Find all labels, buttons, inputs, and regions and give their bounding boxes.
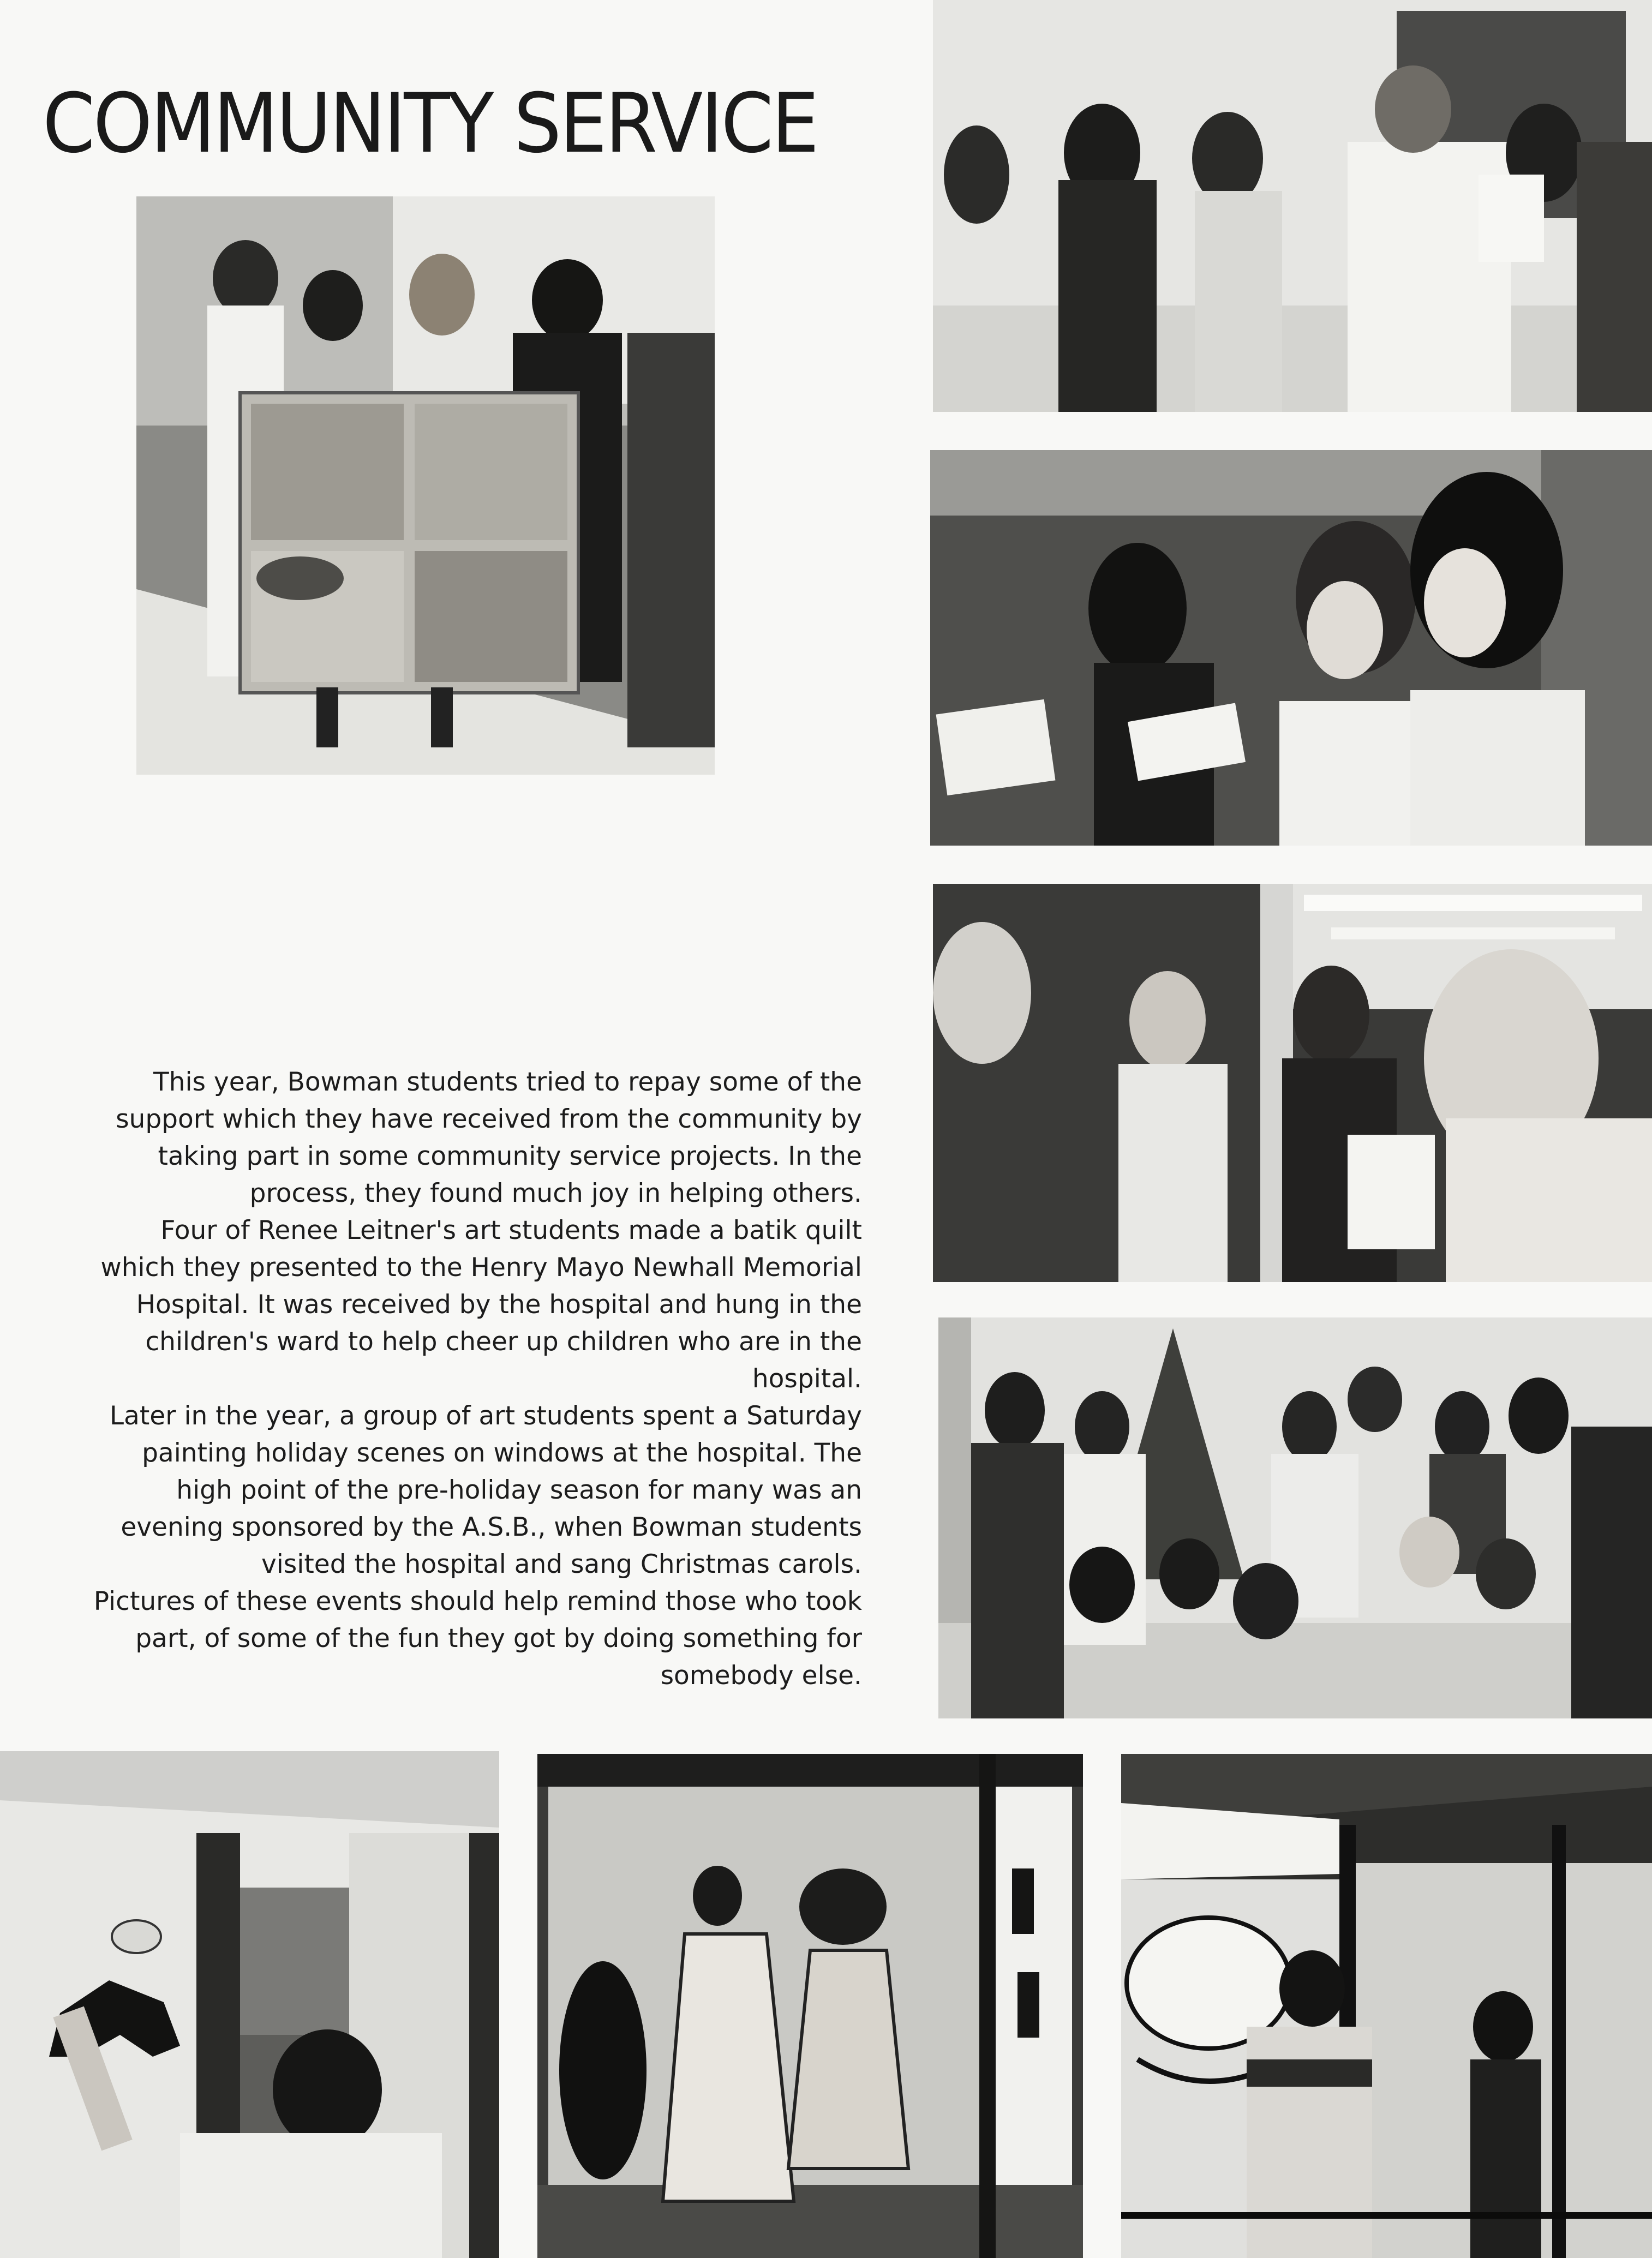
photo-window-characters — [537, 1754, 1083, 2258]
photo-caroling-closeup — [930, 450, 1652, 846]
article-paragraph: Later in the year, a group of art students spent a Saturday painting holiday scenes on windows at the hospital. The high point of the pre-holiday season for many was an evening sponsored by the A.S.B., when Bowman students visited the hospital and sang Christmas carols. — [109, 1401, 862, 1579]
photo-group-by-tree — [938, 1317, 1652, 1718]
photo-window-reindeer — [0, 1751, 499, 2258]
photo-window-sleigh — [1121, 1754, 1652, 2258]
article-paragraph: Four of Renee Leitner's art students made a batik quilt which they presented to the Henry Mayo Newhall Memorial Hospital. It was received by the hospital and hung in the children's ward to help cheer up children who are in the hospital. — [100, 1215, 862, 1394]
page-title: COMMUNITY SERVICE — [43, 76, 817, 171]
article-body — [82, 1064, 862, 1694]
photo-caroling-corridor — [933, 884, 1652, 1282]
article-paragraph: This year, Bowman students tried to repay some of the support which they have received from the community by taking part in some community service projects. In the process, they found much joy in helping others. — [116, 1067, 862, 1208]
photo-caroling-hallway — [933, 0, 1652, 412]
article-paragraph: Pictures of these events should help remind those who took part, of some of the fun they got by doing something for somebody else. — [93, 1586, 862, 1691]
photo-quilt-presentation — [136, 196, 715, 775]
